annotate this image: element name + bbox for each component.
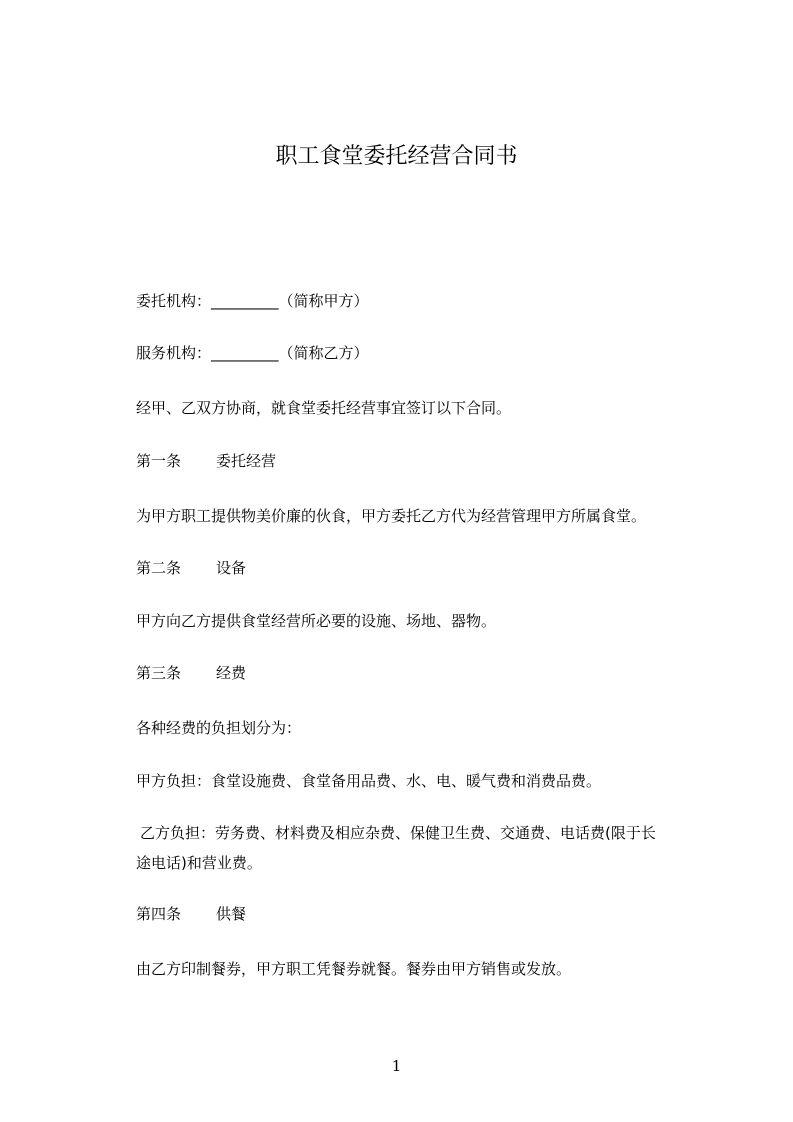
- article-1-heading: 委托经营: [216, 452, 277, 470]
- article-3-heading-line: [136, 662, 706, 684]
- service-party-line: 服务机构：_________（简称乙方）: [136, 344, 369, 362]
- article-4-paragraph: 由乙方印制餐券，甲方职工凭餐券就餐。餐券由甲方销售或发放。: [136, 960, 572, 978]
- article-2-heading: 设备: [216, 559, 247, 577]
- article-1-paragraph: 为甲方职工提供物美价廉的伙食，甲方委托乙方代为经营管理甲方所属食堂。: [136, 507, 647, 525]
- article-3-paragraph-3-line-2: 途电话)和营业费。: [136, 854, 262, 872]
- article-3-heading: 经费: [216, 664, 247, 682]
- article-4-number: 第四条: [136, 905, 182, 923]
- article-2-number: 第二条: [136, 559, 182, 577]
- preamble-paragraph: 经甲、乙双方协商，就食堂委托经营事宜签订以下合同。: [136, 399, 512, 417]
- article-2-heading-line: [136, 557, 706, 579]
- article-4-heading-line: [136, 903, 706, 925]
- article-3-paragraph-2: 甲方负担：食堂设施费、食堂备用品费、水、电、暖气费和消费品费。: [136, 772, 602, 790]
- article-3-paragraph-3: [136, 818, 706, 878]
- article-3-paragraph-3-line-1: 乙方负担：劳务费、材料费及相应杂费、保健卫生费、交通费、电话费(限于长: [140, 824, 656, 842]
- client-party-line: 委托机构：_________（简称甲方）: [136, 292, 369, 310]
- article-1-number: 第一条: [136, 452, 182, 470]
- document-title: 职工食堂委托经营合同书: [275, 144, 518, 169]
- page-number: 1: [391, 1057, 402, 1075]
- article-4-heading: 供餐: [216, 905, 247, 923]
- article-3-number: 第三条: [136, 664, 182, 682]
- article-1-heading-line: [136, 450, 706, 472]
- article-3-paragraph-1: 各种经费的负担划分为：: [136, 719, 302, 737]
- article-2-paragraph: 甲方向乙方提供食堂经营所必要的设施、场地、器物。: [136, 612, 497, 630]
